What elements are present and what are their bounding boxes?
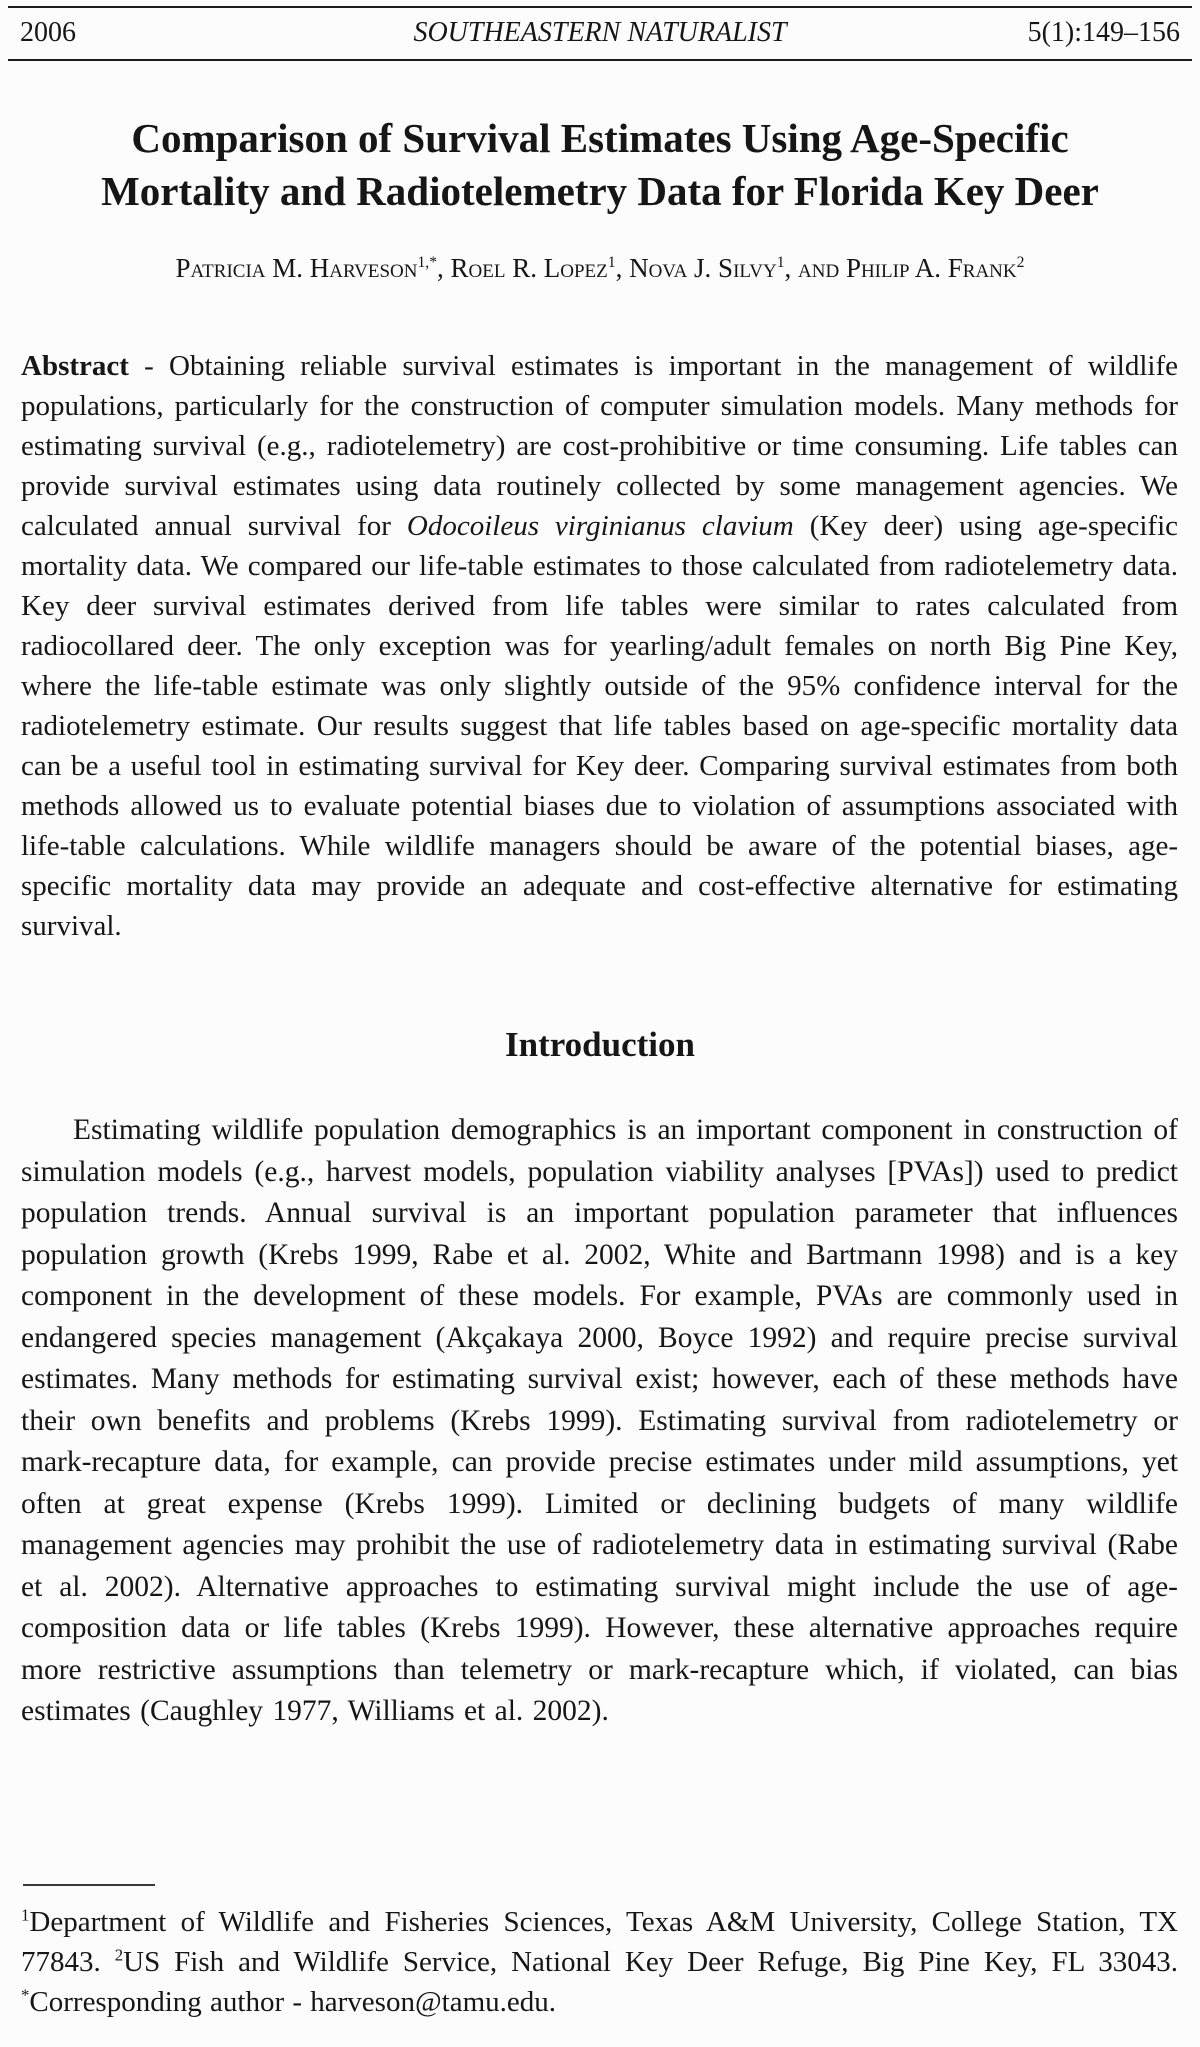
footnote-text: $^1$Department of Wildlife and Fisheries Sciences, Texas A&M University, College Station, TX 77843. $^2$US Fish and Wildlife Service, National Key Deer Refuge, Big Pine Key, FL 33043. *Corresponding author - harveson@tamu.edu.	[21, 1905, 1179, 2018]
introduction-paragraph: Estimating wildlife population demographics is an important component in construction of simulation models (e.g., harvest models, population viability analyses [PVAs]) used to predict population trends. Annual survival is an important population parameter that influences population growth (Krebs 1999, Rabe et al. 2002, White and Bartmann 1998) and is a key component in the development of these models. For example, PVAs are commonly used in endangered species management (Akçakaya 2000, Boyce 1992) and require precise survival estimates. Many methods for estimating survival exist; however, each of these methods have their own benefits and problems (Krebs 1999). Estimating survival from radiotelemetry or mark-recapture data, for example, can provide precise estimates under mild assumptions, yet often at great expense (Krebs 1999). Limited or declining budgets of many wildlife management agencies may prohibit the use of radiotelemetry data in estimating survival (Rabe et al. 2002). Alternative approaches to estimating survival might include the use of age-composition data or life tables (Krebs 1999). However, these alternative approaches require more restrictive assumptions than telemetry or mark-recapture which, if violated, can bias estimates (Caughley 1977, Williams et al. 2002).	[21, 1114, 1178, 1727]
article-title-line-2: Mortality and Radiotelemetry Data for Florida Key Deer	[101, 168, 1099, 214]
journal-citation: 5(1):149–156	[1027, 17, 1180, 48]
author-list: Patricia M. Harveson$^{1,*}$, Roel R. Lopez$^1$, Nova J. Silvy$^1$, and Philip A. Frank$^2$	[175, 253, 1025, 283]
journal-year: 2006	[20, 17, 76, 48]
article-title-line-1: Comparison of Survival Estimates Using Age-Specific	[131, 115, 1069, 161]
article-title	[21, 112, 1179, 218]
journal-header	[8, 6, 1192, 61]
footnote-divider	[23, 1884, 155, 1886]
section-heading-introduction: Introduction	[505, 1025, 695, 1064]
journal-name: SOUTHEASTERN NATURALIST	[413, 17, 787, 48]
footnote-block	[21, 1884, 1178, 2022]
abstract-paragraph: Abstract - Obtaining reliable survival estimates is important in the management of wildlife populations, particularly for the construction of computer simulation models. Many methods for estimating survival (e.g., radiotelemetry) are cost-prohibitive or time consuming. Life tables can provide survival estimates using data routinely collected by some management agencies. We calculated annual survival for Odocoileus virginianus clavium (Key deer) using age-specific mortality data. We compared our life-table estimates to those calculated from radiotelemetry data. Key deer survival estimates derived from life tables were similar to rates calculated from radiocollared deer. The only exception was for yearling/adult females on north Big Pine Key, where the life-table estimate was only slightly outside of the 95% confidence interval for the radiotelemetry estimate. Our results suggest that life tables based on age-specific mortality data can be a useful tool in estimating survival for Key deer. Comparing survival estimates from both methods allowed us to evaluate potential biases due to violation of assumptions associated with life-table calculations. While wildlife managers should be aware of the potential biases, age-specific mortality data may provide an adequate and cost-effective alternative for estimating survival.	[21, 350, 1178, 942]
